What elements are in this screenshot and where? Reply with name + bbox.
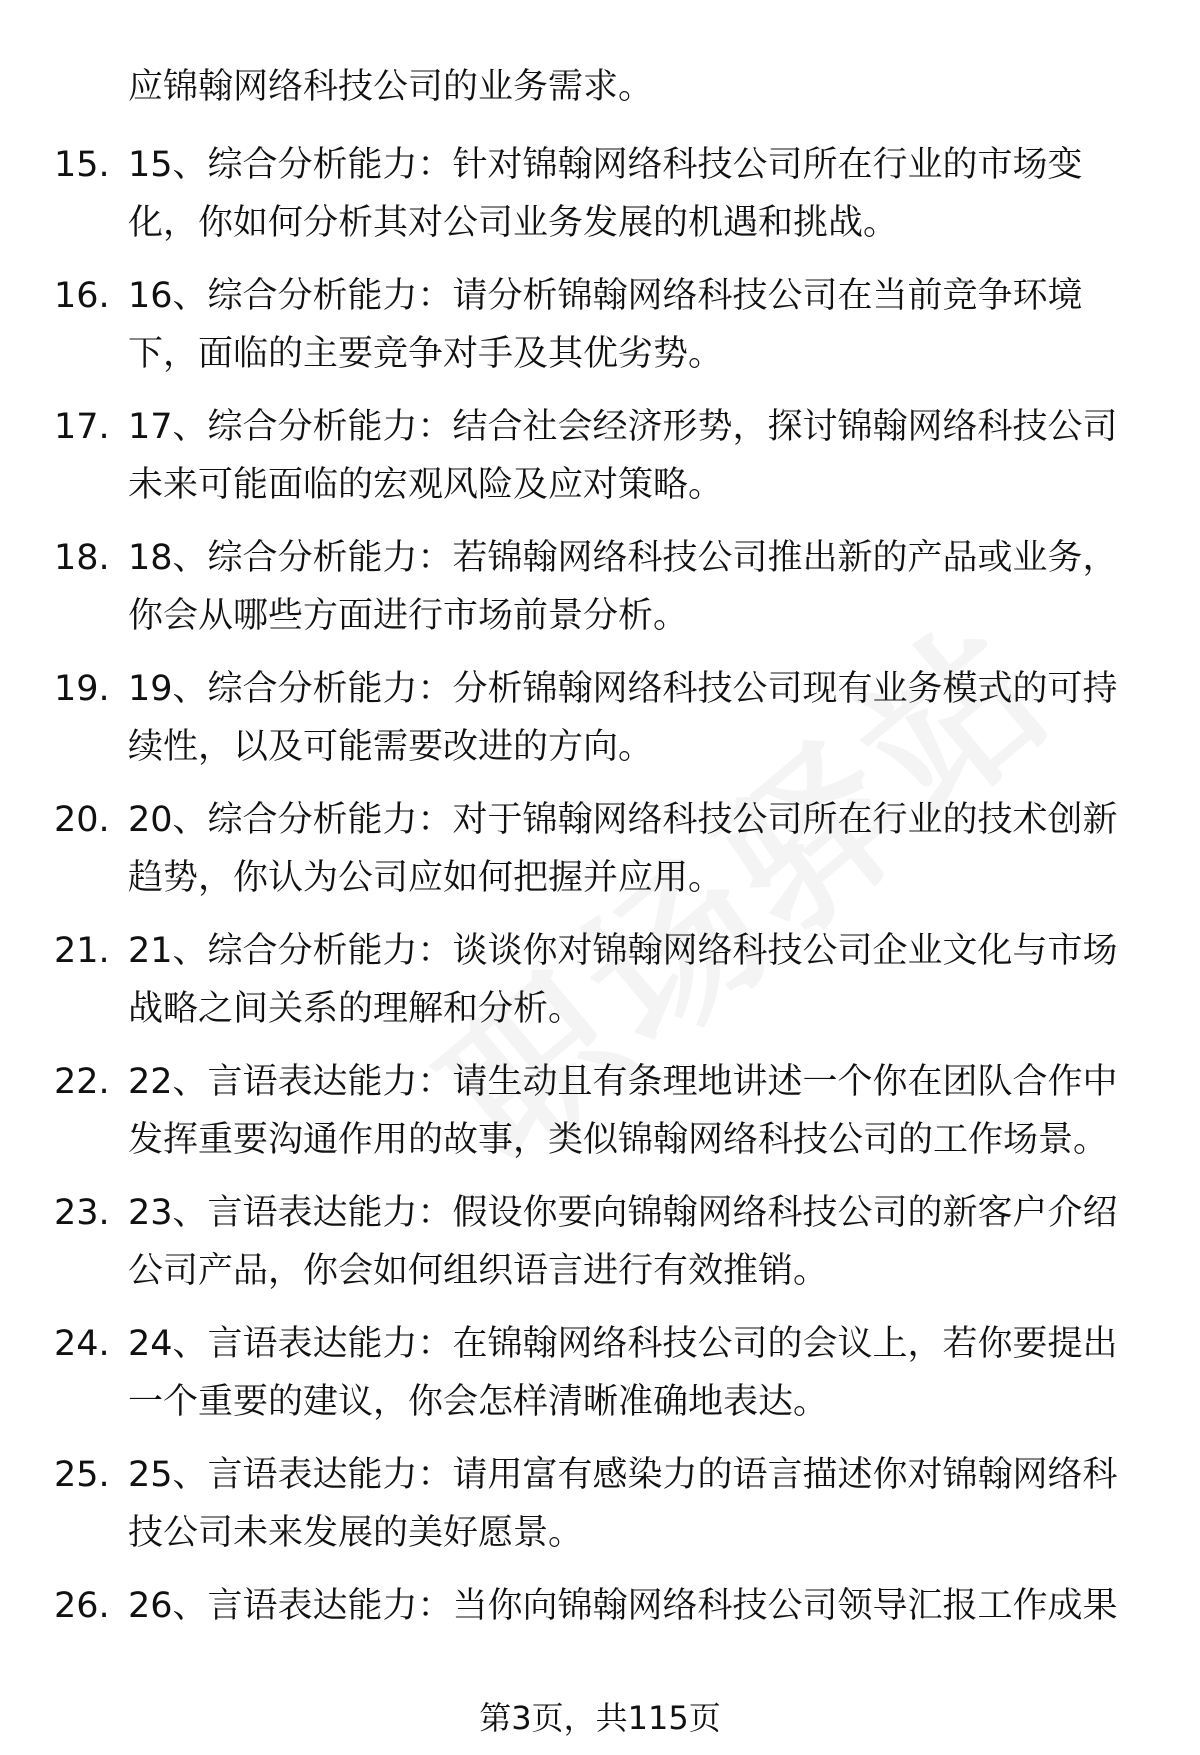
question-item-21 bbox=[0, 922, 1200, 1038]
question-text bbox=[128, 1053, 1148, 1169]
question-number: 17. bbox=[54, 407, 110, 447]
question-line: 化，你如何分析其对公司业务发展的机遇和挑战。 bbox=[128, 203, 899, 243]
question-line: 19、综合分析能力：分析锦翰网络科技公司现有业务模式的可持 bbox=[128, 669, 1118, 709]
question-number: 15. bbox=[54, 145, 110, 185]
question-line: 技公司未来发展的美好愿景。 bbox=[128, 1513, 584, 1553]
question-number: 18. bbox=[54, 538, 110, 578]
question-line: 26、言语表达能力：当你向锦翰网络科技公司领导汇报工作成果 bbox=[128, 1586, 1118, 1626]
question-text bbox=[128, 1446, 1148, 1562]
question-item-24 bbox=[0, 1315, 1200, 1431]
question-number: 26. bbox=[54, 1586, 110, 1626]
question-number: 19. bbox=[54, 669, 110, 709]
question-item-15 bbox=[0, 136, 1200, 252]
question-text bbox=[128, 267, 1148, 383]
question-line: 24、言语表达能力：在锦翰网络科技公司的会议上，若你要提出 bbox=[128, 1324, 1118, 1364]
question-line: 25、言语表达能力：请用富有感染力的语言描述你对锦翰网络科 bbox=[128, 1455, 1118, 1495]
question-item-23 bbox=[0, 1184, 1200, 1300]
question-text bbox=[128, 1184, 1148, 1300]
question-number: 21. bbox=[54, 931, 110, 971]
question-number: 20. bbox=[54, 800, 110, 840]
question-line: 下，面临的主要竞争对手及其优劣势。 bbox=[128, 334, 724, 374]
question-number: 24. bbox=[54, 1324, 110, 1364]
question-line: 15、综合分析能力：针对锦翰网络科技公司所在行业的市场变 bbox=[128, 145, 1083, 185]
question-number: 22. bbox=[54, 1062, 110, 1102]
question-text bbox=[128, 1315, 1148, 1431]
question-line: 16、综合分析能力：请分析锦翰网络科技公司在当前竞争环境 bbox=[128, 276, 1083, 316]
page-footer: 第3页，共115页 bbox=[479, 1699, 721, 1737]
question-text bbox=[128, 1577, 1148, 1635]
question-list bbox=[0, 136, 1200, 1708]
question-item-17 bbox=[0, 398, 1200, 514]
question-line: 发挥重要沟通作用的故事，类似锦翰网络科技公司的工作场景。 bbox=[128, 1120, 1109, 1160]
question-text bbox=[128, 529, 1148, 645]
question-text bbox=[128, 922, 1148, 1038]
question-item-26 bbox=[0, 1577, 1200, 1693]
question-item-20 bbox=[0, 791, 1200, 907]
question-line: 趋势，你认为公司应如何把握并应用。 bbox=[128, 858, 724, 898]
question-line: 23、言语表达能力：假设你要向锦翰网络科技公司的新客户介绍 bbox=[128, 1193, 1118, 1233]
question-line: 战略之间关系的理解和分析。 bbox=[128, 989, 584, 1029]
question-number: 23. bbox=[54, 1193, 110, 1233]
question-item-25 bbox=[0, 1446, 1200, 1562]
question-line: 17、综合分析能力：结合社会经济形势，探讨锦翰网络科技公司 bbox=[128, 407, 1118, 447]
question-number: 16. bbox=[54, 276, 110, 316]
question-line: 22、言语表达能力：请生动且有条理地讲述一个你在团队合作中 bbox=[128, 1062, 1118, 1102]
question-line: 公司产品，你会如何组织语言进行有效推销。 bbox=[128, 1251, 829, 1291]
question-line: 18、综合分析能力：若锦翰网络科技公司推出新的产品或业务， bbox=[128, 538, 1118, 578]
question-text bbox=[128, 398, 1148, 514]
question-text bbox=[128, 660, 1148, 776]
question-line: 未来可能面临的宏观风险及应对策略。 bbox=[128, 465, 724, 505]
question-item-19 bbox=[0, 660, 1200, 776]
question-line: 20、综合分析能力：对于锦翰网络科技公司所在行业的技术创新 bbox=[128, 800, 1118, 840]
question-text bbox=[128, 136, 1148, 252]
question-item-18 bbox=[0, 529, 1200, 645]
question-line: 一个重要的建议，你会怎样清晰准确地表达。 bbox=[128, 1382, 829, 1422]
question-line: 你会从哪些方面进行市场前景分析。 bbox=[128, 596, 689, 636]
question-text bbox=[128, 791, 1148, 907]
question-item-22 bbox=[0, 1053, 1200, 1169]
question-item-16 bbox=[0, 267, 1200, 383]
question-number: 25. bbox=[54, 1455, 110, 1495]
question-line: 21、综合分析能力：谈谈你对锦翰网络科技公司企业文化与市场 bbox=[128, 931, 1118, 971]
continuation-text: 应锦翰网络科技公司的业务需求。 bbox=[128, 67, 654, 107]
question-line: 续性，以及可能需要改进的方向。 bbox=[128, 727, 654, 767]
